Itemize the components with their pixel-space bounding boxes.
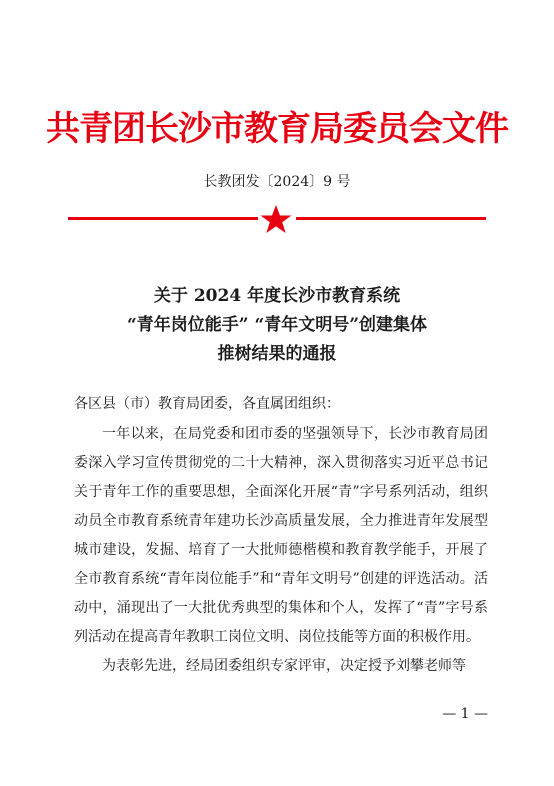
page-number: — 1 —: [442, 706, 488, 722]
red-divider-right: [296, 217, 486, 220]
body-paragraph: 为表彰先进，经局团委组织专家评审，决定授予刘攀老师等: [102, 658, 466, 674]
notice-title-line: 关于 2024 年度长沙市教育系统: [153, 286, 401, 306]
star-icon: [259, 204, 293, 234]
notice-title: [0, 282, 554, 369]
notice-body: [74, 390, 488, 681]
notice-title-line: “青年岗位能手” “青年文明号”创建集体: [126, 315, 428, 335]
red-divider-left: [68, 217, 258, 220]
org-title: 共青团长沙市教育局委员会文件: [46, 109, 508, 149]
document-number: 长教团发〔2024〕9 号: [203, 174, 351, 190]
salutation: 各区县（市）教育局团委，各直属团组织：: [74, 396, 340, 412]
notice-title-line: 推树结果的通报: [217, 344, 337, 364]
body-paragraph: 一年以来，在局党委和团市委的坚强领导下，长沙市教育局团委深入学习宣传贯彻党的二十大精神，深入贯彻落实习近平总书记关于青年工作的重要思想，全面深化开展“青”字号系列活动，组织动员全市教育系统青年建功长沙高质量发展，全力推进青年发展型城市建设，发掘、培育了一大批师德楷模和教育教学能手，开展了全市教育系统“青年岗位能手”和“青年文明号”创建的评选活动。活动中，涌现出了一大批优秀典型的集体和个人，发挥了“青”字号系列活动在提高青年教职工岗位文明、岗位技能等方面的积极作用。: [74, 426, 488, 645]
